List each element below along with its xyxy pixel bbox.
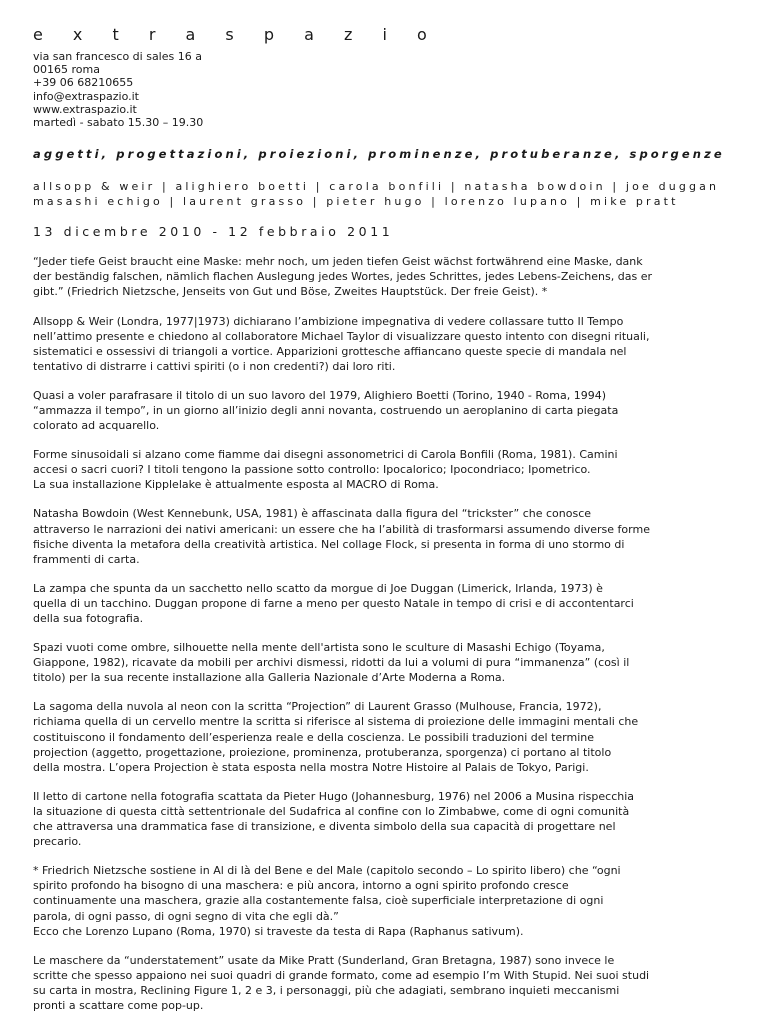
paragraph-line: attraverso le narrazioni dei nativi americani: un essere che ha l’abilità di trasformarsi assumendo diverse forme — [33, 522, 650, 536]
paragraph — [33, 863, 735, 938]
paragraph-line: gibt.” (Friedrich Nietzsche, Jenseits von Gut und Böse, Zweites Hauptstück. Der freie Geist). * — [33, 285, 548, 299]
paragraph-line: nell’attimo presente e chiedono al collaboratore Michael Taylor di visualizzare questo intento con disegni rituali, — [33, 329, 650, 343]
paragraph-line: La zampa che spunta da un sacchetto nello scatto da morgue di Joe Duggan (Limerick, Irlanda, 1973) è — [33, 581, 603, 595]
email: info@extraspazio.it — [33, 89, 139, 103]
paragraph-line: Quasi a voler parafrasare il titolo di un suo lavoro del 1979, Alighiero Boetti (Torino, 1940 - Roma, 1994) — [33, 388, 607, 402]
paragraph — [33, 699, 735, 774]
paragraph-line: Il letto di cartone nella fotografia scattata da Pieter Hugo (Johannesburg, 1976) nel 2006 a Musina rispecchia — [33, 789, 635, 803]
paragraph — [33, 640, 735, 685]
website: www.extraspazio.it — [33, 102, 137, 116]
artist-list — [33, 179, 735, 209]
paragraph-line: scritte che spesso appaiono nei suoi quadri di grande formato, come ad esempio I’m With Stupid. Nei suoi studi — [33, 968, 650, 982]
paragraph-line: * Friedrich Nietzsche sostiene in Al di là del Bene e del Male (capitolo secondo – Lo spirito libero) che “ogni — [33, 864, 621, 878]
paragraph-line: Spazi vuoti come ombre, silhouette nella mente dell'artista sono le sculture di Masashi Echigo (Toyama, — [33, 641, 605, 655]
document — [33, 26, 735, 1013]
paragraph-line: Ecco che Lorenzo Lupano (Roma, 1970) si traveste da testa di Rapa (Raphanus sativum). — [33, 924, 524, 938]
address-street: via san francesco di sales 16 a — [33, 50, 202, 63]
paragraph-line: Allsopp & Weir (Londra, 1977|1973) dichiarano l’ambizione impegnativa di vedere collassare tutto Il Tempo — [33, 314, 624, 328]
paragraph — [33, 581, 735, 626]
paragraph-line: “Jeder tiefe Geist braucht eine Maske: mehr noch, um jeden tiefen Geist wächst fortwährend eine Maske, dank — [33, 255, 643, 269]
paragraph-line: della mostra. L’opera Projection è stata esposta nella mostra Notre Histoire al Palais de Tokyo, Parigi. — [33, 760, 589, 774]
paragraph — [33, 388, 735, 433]
paragraph-line: “ammazza il tempo”, in un giorno all’inizio degli anni novanta, costruendo un aeroplanino di carta piegata — [33, 403, 619, 417]
paragraph-line: der beständig falschen, nämlich flachen Auslegung jedes Wortes, jedes Schrittes, jedes Lebens-Zeichens, das er — [33, 270, 652, 284]
paragraph-line: fisiche diventa la metafora della creatività artistica. Nel collage Flock, si presenta in forma di uno stormo di — [33, 537, 625, 551]
paragraph — [33, 506, 735, 566]
paragraph-line: parola, di ogni passo, di ogni segno di vita che egli dà.” — [33, 909, 339, 923]
opening-hours: martedì - sabato 15.30 – 19.30 — [33, 116, 204, 130]
artist-line: allsopp & weir | alighiero boetti | carola bonfili | natasha bowdoin | joe duggan — [33, 180, 720, 194]
exhibition-dates: 13 dicembre 2010 - 12 febbraio 2011 — [33, 224, 394, 240]
paragraph — [33, 953, 735, 1013]
paragraph-line: su carta in mostra, Reclining Figure 1, 2 e 3, i personaggi, più che adagiati, sembrano inquieti meccanismi — [33, 983, 620, 997]
paragraph-line: della sua fotografia. — [33, 612, 144, 625]
paragraph-line: costituiscono il fondamento dell’esperienza reale e della coscienza. Le possibili traduzioni del termine — [33, 730, 595, 744]
gallery-logo: e x t r a s p a z i o — [33, 25, 440, 44]
phone: +39 06 68210655 — [33, 76, 134, 90]
paragraph — [33, 314, 735, 374]
body-text — [33, 254, 735, 1013]
paragraph-line: richiama quella di un cervello mentre la scritta si riferisce al sistema di proiezione delle immagini mentali che — [33, 715, 639, 729]
paragraph-line: Natasha Bowdoin (West Kennebunk, USA, 1981) è affascinata dalla figura del “trickster” che conosce — [33, 507, 592, 521]
paragraph — [33, 254, 735, 299]
paragraph — [33, 447, 735, 492]
paragraph-line: continuamente una maschera, grazie alla costantemente falsa, cioè superficiale interpretazione di ogni — [33, 894, 604, 908]
paragraph-line: precario. — [33, 835, 82, 849]
paragraph — [33, 789, 735, 849]
paragraph-line: pronti a scattare come pop-up. — [33, 998, 204, 1012]
paragraph-line: spirito profondo ha bisogno di una maschera: e più ancora, intorno a ogni spirito profondo cresce — [33, 879, 569, 893]
paragraph-line: quella di un tacchino. Duggan propone di farne a meno per questo Natale in tempo di crisi e di accontentarci — [33, 596, 634, 610]
paragraph-line: sistematici e ossessivi di triangoli a vortice. Apparizioni grottesche affiancano queste specie di mandala nel — [33, 344, 627, 358]
paragraph-line: titolo) per la sua recente installazione alla Galleria Nazionale d’Arte Moderna a Roma. — [33, 671, 506, 685]
paragraph-line: projection (aggetto, progettazione, proiezione, prominenza, protuberanza, sporgenza) ci portano al titolo — [33, 745, 612, 759]
paragraph-line: colorato ad acquarello. — [33, 419, 160, 433]
paragraph-line: Giappone, 1982), ricavate da mobili per archivi dismessi, ridotti da lui a volumi di pura “immanenza” (così il — [33, 656, 630, 670]
paragraph-line: accesi o sacri cuori? I titoli tengono la passione sotto controllo: Ipocalorico; Ipocondriaco; Ipometrico. — [33, 463, 591, 477]
paragraph-line: frammenti di carta. — [33, 552, 140, 566]
paragraph-line: Forme sinusoidali si alzano come fiamme dai disegni assonometrici di Carola Bonfili (Roma, 1981). Camini — [33, 448, 618, 462]
address-city: 00165 roma — [33, 63, 100, 77]
paragraph-line: che attraversa una drammatica fase di transizione, e diventa simbolo della sua capacità di progettare nel — [33, 820, 616, 834]
artist-line: masashi echigo | laurent grasso | pieter hugo | lorenzo lupano | mike pratt — [33, 195, 679, 209]
paragraph-line: La sua installazione Kipplelake è attualmente esposta al MACRO di Roma. — [33, 478, 439, 492]
paragraph-line: tentativo di distrarre i cattivi spiriti (o i non credenti?) dai loro riti. — [33, 359, 396, 373]
exhibition-title: aggetti, progettazioni, proiezioni, prominenze, protuberanze, sporgenze — [33, 147, 725, 162]
contact-block — [33, 50, 735, 129]
paragraph-line: la situazione di questa città settentrionale del Sudafrica al confine con lo Zimbabwe, come di ogni comunità — [33, 804, 630, 818]
paragraph-line: Le maschere da “understatement” usate da Mike Pratt (Sunderland, Gran Bretagna, 1987) sono invece le — [33, 953, 615, 967]
paragraph-line: La sagoma della nuvola al neon con la scritta “Projection” di Laurent Grasso (Mulhouse, Francia, 1972), — [33, 700, 602, 714]
